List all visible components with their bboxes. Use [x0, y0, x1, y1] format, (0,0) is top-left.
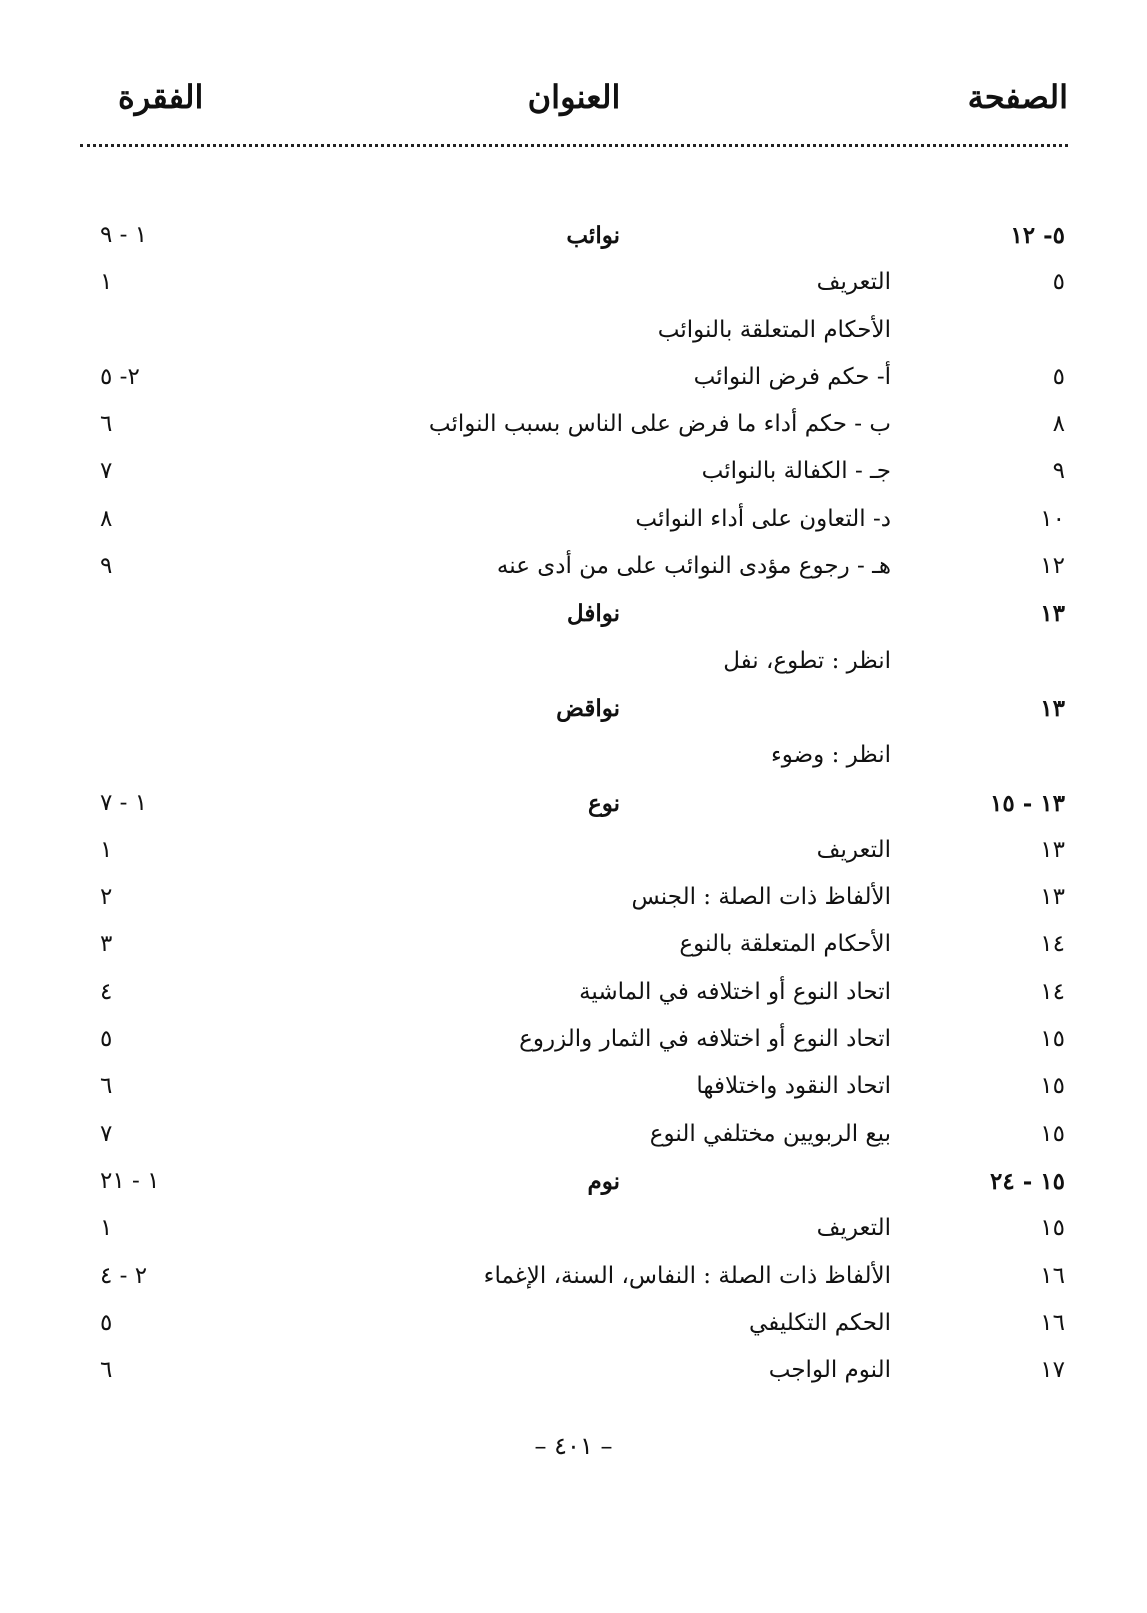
toc-row: [0, 969, 1147, 1016]
paragraph-range: ١: [100, 269, 113, 296]
page-number: ١٣: [1040, 694, 1065, 722]
page-number: ١٥: [1040, 1073, 1065, 1100]
page-column-header: الصفحة: [967, 78, 1068, 116]
toc-row: [0, 638, 1147, 685]
paragraph-range: ١: [100, 836, 113, 863]
toc-heading-row: [0, 590, 1147, 637]
page-number: ١٣ - ١٥: [990, 789, 1065, 817]
paragraph-range: ٢: [100, 884, 113, 911]
paragraph-range: ٣: [100, 931, 113, 958]
toc-row: [0, 259, 1147, 306]
paragraph-range: ٧: [100, 458, 113, 485]
toc-header: [80, 78, 1068, 138]
toc-row: [0, 732, 1147, 779]
page-number: ١٤: [1040, 978, 1065, 1005]
entry-title: نوع: [587, 789, 620, 817]
paragraph-range: ٦: [100, 411, 113, 438]
paragraph-range: ١ - ٢١: [100, 1167, 160, 1194]
entry-title: ب - حكم أداء ما فرض على الناس بسبب النوائب: [428, 411, 891, 438]
page-number: ١٥: [1040, 1120, 1065, 1147]
toc-row: [0, 448, 1147, 495]
entry-title: نوائب: [566, 222, 620, 249]
toc-row: [0, 874, 1147, 921]
page-number: ١٢: [1040, 553, 1065, 580]
page-number: ٥: [1052, 363, 1065, 390]
paragraph-range: ٦: [100, 1073, 113, 1100]
toc-row: [0, 921, 1147, 968]
page-number: ٥: [1052, 269, 1065, 296]
toc-row: [0, 1347, 1147, 1394]
page-number: ٩: [1052, 458, 1065, 485]
entry-title: نوافل: [566, 600, 620, 628]
paragraph-range: ٦: [100, 1357, 113, 1384]
paragraph-range: ٢- ٥: [100, 363, 140, 390]
dotted-divider: [80, 144, 1068, 147]
page-number: ١٣: [1040, 600, 1065, 628]
toc-row: [0, 401, 1147, 448]
toc-heading-row: [0, 1158, 1147, 1205]
toc-heading-row: [0, 685, 1147, 732]
toc-list: [0, 212, 1147, 1422]
entry-title: التعريف: [816, 269, 891, 296]
entry-title: نوم: [587, 1167, 620, 1195]
paragraph-range: ٨: [100, 505, 113, 532]
entry-title: انظر : تطوع، نفل: [723, 647, 891, 674]
entry-title: الألفاظ ذات الصلة : الجنس: [631, 884, 891, 911]
page-number: ١٦: [1040, 1309, 1065, 1336]
entry-title: د- التعاون على أداء النوائب: [635, 505, 891, 532]
toc-row: [0, 1016, 1147, 1063]
entry-title: نواقض: [556, 694, 620, 722]
entry-title: انظر : وضوء: [770, 742, 891, 769]
page-number: ٥- ١٢: [1010, 222, 1065, 249]
page-number: ١٦: [1040, 1262, 1065, 1289]
paragraph-range: ٢ - ٤: [100, 1262, 148, 1289]
toc-row: [0, 496, 1147, 543]
toc-heading-row: [0, 212, 1147, 259]
entry-title: اتحاد النقود واختلافها: [696, 1073, 891, 1100]
entry-title: النوم الواجب: [768, 1357, 891, 1384]
entry-title: بيع الربويين مختلفي النوع: [649, 1120, 891, 1147]
toc-row: [0, 1111, 1147, 1158]
title-column-header: العنوان: [527, 78, 621, 116]
toc-row: [0, 307, 1147, 354]
toc-row: [0, 1253, 1147, 1300]
toc-row: [0, 543, 1147, 590]
entry-title: الأحكام المتعلقة بالنوائب: [657, 316, 891, 343]
page-number: ١٥: [1040, 1215, 1065, 1242]
toc-row: [0, 1300, 1147, 1347]
paragraph-range: ٥: [100, 1026, 113, 1053]
paragraph-range: ١ - ٩: [100, 222, 148, 248]
entry-title: جـ - الكفالة بالنوائب: [701, 458, 891, 485]
page-number: ١٣: [1040, 836, 1065, 863]
page-folio: – ٤٠١ –: [534, 1432, 613, 1460]
page-number: ١٠: [1040, 505, 1065, 532]
toc-heading-row: [0, 780, 1147, 827]
paragraph-range: ١: [100, 1215, 113, 1242]
entry-title: اتحاد النوع أو اختلافه في الثمار والزروع: [519, 1026, 891, 1053]
toc-row: [0, 827, 1147, 874]
entry-title: الأحكام المتعلقة بالنوع: [679, 931, 891, 958]
paragraph-range: ٥: [100, 1309, 113, 1336]
entry-title: التعريف: [816, 836, 891, 863]
paragraph-column-header: الفقرة: [118, 78, 204, 116]
entry-title: هـ - رجوع مؤدى النوائب على من أدى عنه: [496, 553, 891, 580]
entry-title: الحكم التكليفي: [749, 1309, 891, 1336]
paragraph-range: ٩: [100, 553, 113, 580]
entry-title: التعريف: [816, 1215, 891, 1242]
page-number: ١٥ - ٢٤: [990, 1167, 1065, 1195]
page-number: ١٥: [1040, 1026, 1065, 1053]
entry-title: الألفاظ ذات الصلة : النفاس، السنة، الإغماء: [483, 1262, 891, 1289]
paragraph-range: ٤: [100, 978, 113, 1005]
entry-title: اتحاد النوع أو اختلافه في الماشية: [579, 978, 891, 1005]
page-number: ١٧: [1040, 1357, 1065, 1384]
toc-row: [0, 1063, 1147, 1110]
paragraph-range: ١ - ٧: [100, 789, 148, 816]
entry-title: أ- حكم فرض النوائب: [693, 363, 891, 390]
paragraph-range: ٧: [100, 1120, 113, 1147]
toc-row: [0, 354, 1147, 401]
page-number: ١٣: [1040, 884, 1065, 911]
page-number: ٨: [1052, 411, 1065, 438]
page-number: ١٤: [1040, 931, 1065, 958]
toc-row: [0, 1205, 1147, 1252]
